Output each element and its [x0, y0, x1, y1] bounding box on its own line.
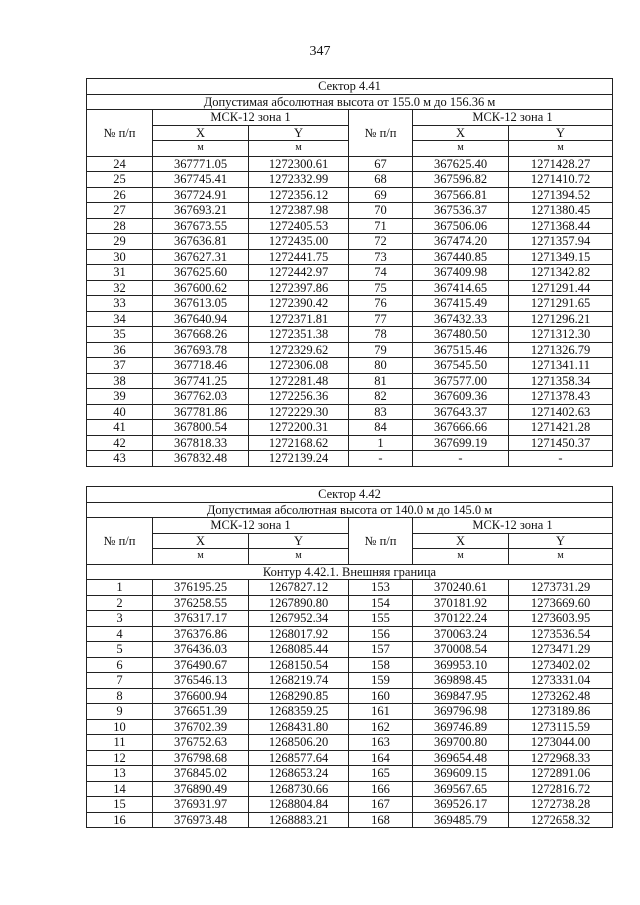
table-row — [87, 404, 613, 420]
table-cell: 370181.92 — [413, 595, 509, 611]
height-limit: Допустимая абсолютная высота от 140.0 м до 145.0 м — [87, 502, 613, 518]
table-cell: 369700.80 — [413, 735, 509, 751]
table-cell: 41 — [87, 420, 153, 436]
table-cell: 1268219.74 — [249, 673, 349, 689]
table-row — [87, 280, 613, 296]
table-cell: 1272281.48 — [249, 373, 349, 389]
table-cell: 1273189.86 — [509, 704, 613, 720]
sector-title: Сектор 4.41 — [87, 79, 613, 95]
table-cell: 1272738.28 — [509, 797, 613, 813]
table-cell: 164 — [349, 750, 413, 766]
table-row — [87, 296, 613, 312]
table-cell: 83 — [349, 404, 413, 420]
coordinate-table-sector-4-41 — [86, 78, 613, 467]
table-cell: 376973.48 — [153, 812, 249, 828]
table-cell: 38 — [87, 373, 153, 389]
table-cell: 369898.45 — [413, 673, 509, 689]
unit-label: м — [413, 141, 509, 157]
table-cell: 1273536.54 — [509, 626, 613, 642]
y-header: Y — [509, 125, 613, 141]
table-cell: 367474.20 — [413, 234, 509, 250]
table-cell: 25 — [87, 172, 153, 188]
table-cell: 1272891.06 — [509, 766, 613, 782]
table-cell: 1268577.64 — [249, 750, 349, 766]
table-cell: 1272371.81 — [249, 311, 349, 327]
table-row — [87, 265, 613, 281]
table-cell: 1268290.85 — [249, 688, 349, 704]
table-cell: 84 — [349, 420, 413, 436]
table-cell: 39 — [87, 389, 153, 405]
table-cell: 370063.24 — [413, 626, 509, 642]
table-cell: 369847.95 — [413, 688, 509, 704]
table-cell: 367600.62 — [153, 280, 249, 296]
table-cell: 1268730.66 — [249, 781, 349, 797]
num-header-right: № п/п — [349, 110, 413, 157]
table-cell: 367745.41 — [153, 172, 249, 188]
coordinate-table-sector-4-42 — [86, 486, 613, 828]
table-cell: 1271357.94 — [509, 234, 613, 250]
table-cell: 367577.00 — [413, 373, 509, 389]
table-cell: 40 — [87, 404, 153, 420]
table-cell: 1272968.33 — [509, 750, 613, 766]
table-cell: 77 — [349, 311, 413, 327]
table-cell: 1268804.84 — [249, 797, 349, 813]
table-row — [87, 611, 613, 627]
system-header-right: МСК-12 зона 1 — [413, 518, 613, 534]
table-cell: 1272200.31 — [249, 420, 349, 436]
table-cell: 367506.06 — [413, 218, 509, 234]
table-cell: 367643.37 — [413, 404, 509, 420]
table-cell: 376436.03 — [153, 642, 249, 658]
system-header-left: МСК-12 зона 1 — [153, 518, 349, 534]
table-row — [87, 389, 613, 405]
table-cell: 376702.39 — [153, 719, 249, 735]
table-cell: 1272356.12 — [249, 187, 349, 203]
table-cell: 2 — [87, 595, 153, 611]
table-cell: 376931.97 — [153, 797, 249, 813]
table-cell: 367762.03 — [153, 389, 249, 405]
table-cell: 367415.49 — [413, 296, 509, 312]
x-header: X — [153, 533, 249, 549]
table-cell: 367613.05 — [153, 296, 249, 312]
table-cell: 1272139.24 — [249, 451, 349, 467]
table-cell: 367596.82 — [413, 172, 509, 188]
unit-label: м — [153, 141, 249, 157]
table-cell: 367640.94 — [153, 311, 249, 327]
table-cell: 159 — [349, 673, 413, 689]
table-cell: 1267827.12 — [249, 580, 349, 596]
table-cell: 26 — [87, 187, 153, 203]
table-cell: 167 — [349, 797, 413, 813]
table-cell: 367771.05 — [153, 156, 249, 172]
table-row — [87, 327, 613, 343]
table-cell: 369567.65 — [413, 781, 509, 797]
table-cell: 14 — [87, 781, 153, 797]
table-cell: 367536.37 — [413, 203, 509, 219]
table-cell: 367636.81 — [153, 234, 249, 250]
table-cell: 162 — [349, 719, 413, 735]
table-cell: 7 — [87, 673, 153, 689]
table-cell: 367718.46 — [153, 358, 249, 374]
table-cell: 76 — [349, 296, 413, 312]
table-cell: 367627.31 — [153, 249, 249, 265]
table-cell: 81 — [349, 373, 413, 389]
table-cell: 1273471.29 — [509, 642, 613, 658]
table-cell: 29 — [87, 234, 153, 250]
table-cell: 367480.50 — [413, 327, 509, 343]
table-cell: 1268653.24 — [249, 766, 349, 782]
unit-label: м — [413, 549, 509, 565]
table-cell: 1271450.37 — [509, 435, 613, 451]
table-row — [87, 781, 613, 797]
x-header: X — [153, 125, 249, 141]
table-cell: 79 — [349, 342, 413, 358]
table-cell: 369796.98 — [413, 704, 509, 720]
table-row — [87, 719, 613, 735]
table-row — [87, 451, 613, 467]
x-header: X — [413, 533, 509, 549]
table-cell: 1272332.99 — [249, 172, 349, 188]
sector-title: Сектор 4.42 — [87, 487, 613, 503]
table-cell: 1272390.42 — [249, 296, 349, 312]
table-cell: - — [413, 451, 509, 467]
table-cell: 376752.63 — [153, 735, 249, 751]
unit-label: м — [153, 549, 249, 565]
table-cell: 1268150.54 — [249, 657, 349, 673]
table-row — [87, 580, 613, 596]
table-cell: 27 — [87, 203, 153, 219]
table-cell: 367666.66 — [413, 420, 509, 436]
table-cell: 74 — [349, 265, 413, 281]
system-header-right: МСК-12 зона 1 — [413, 110, 613, 126]
table-row — [87, 673, 613, 689]
table-cell: 36 — [87, 342, 153, 358]
table-cell: 73 — [349, 249, 413, 265]
table-row — [87, 342, 613, 358]
table-cell: 1272306.08 — [249, 358, 349, 374]
table-cell: 71 — [349, 218, 413, 234]
table-cell: 1272351.38 — [249, 327, 349, 343]
table-cell: 28 — [87, 218, 153, 234]
table-cell: 367432.33 — [413, 311, 509, 327]
table-cell: 376546.13 — [153, 673, 249, 689]
table-row — [87, 311, 613, 327]
y-header: Y — [509, 533, 613, 549]
table-cell: 1272658.32 — [509, 812, 613, 828]
table-cell: 12 — [87, 750, 153, 766]
table-row — [87, 218, 613, 234]
table-cell: 33 — [87, 296, 153, 312]
table-cell: 370008.54 — [413, 642, 509, 658]
table-cell: 367699.19 — [413, 435, 509, 451]
table-cell: 16 — [87, 812, 153, 828]
table-cell: 367609.36 — [413, 389, 509, 405]
table-cell: 1273262.48 — [509, 688, 613, 704]
table-cell: 376600.94 — [153, 688, 249, 704]
table-cell: 35 — [87, 327, 153, 343]
unit-label: м — [249, 549, 349, 565]
table-cell: 6 — [87, 657, 153, 673]
table-cell: 367515.46 — [413, 342, 509, 358]
table-row — [87, 172, 613, 188]
table-row — [87, 750, 613, 766]
table-row — [87, 435, 613, 451]
table-cell: 70 — [349, 203, 413, 219]
table-cell: 1272816.72 — [509, 781, 613, 797]
table-cell: - — [509, 451, 613, 467]
table-cell: 1272387.98 — [249, 203, 349, 219]
table-cell: 1 — [87, 580, 153, 596]
table-cell: 367693.21 — [153, 203, 249, 219]
table-cell: 155 — [349, 611, 413, 627]
table-cell: 1271326.79 — [509, 342, 613, 358]
table-cell: 369526.17 — [413, 797, 509, 813]
table-cell: 1271368.44 — [509, 218, 613, 234]
table-cell: 1272168.62 — [249, 435, 349, 451]
num-header-left: № п/п — [87, 518, 153, 565]
table-cell: 69 — [349, 187, 413, 203]
table-cell: 30 — [87, 249, 153, 265]
table-cell: 367668.26 — [153, 327, 249, 343]
table-cell: 367741.25 — [153, 373, 249, 389]
table-cell: 367625.60 — [153, 265, 249, 281]
table-cell: 165 — [349, 766, 413, 782]
table-cell: 4 — [87, 626, 153, 642]
table-cell: 1268883.21 — [249, 812, 349, 828]
table-cell: 1268431.80 — [249, 719, 349, 735]
table-row — [87, 358, 613, 374]
unit-label: м — [509, 549, 613, 565]
table-cell: 15 — [87, 797, 153, 813]
table-cell: 5 — [87, 642, 153, 658]
table-cell: 376490.67 — [153, 657, 249, 673]
table-cell: 369953.10 — [413, 657, 509, 673]
y-header: Y — [249, 125, 349, 141]
table-cell: 367800.54 — [153, 420, 249, 436]
table-cell: 163 — [349, 735, 413, 751]
table-row — [87, 420, 613, 436]
table-cell: 1273115.59 — [509, 719, 613, 735]
table-cell: 1271342.82 — [509, 265, 613, 281]
table-cell: 9 — [87, 704, 153, 720]
table-cell: 11 — [87, 735, 153, 751]
table-cell: 376317.17 — [153, 611, 249, 627]
table-row — [87, 704, 613, 720]
table-cell: 367414.65 — [413, 280, 509, 296]
table-cell: - — [349, 451, 413, 467]
table-cell: 1273731.29 — [509, 580, 613, 596]
table-cell: 161 — [349, 704, 413, 720]
unit-label: м — [249, 141, 349, 157]
table-cell: 1271312.30 — [509, 327, 613, 343]
table-row — [87, 766, 613, 782]
table-cell: 367673.55 — [153, 218, 249, 234]
table-cell: 1271291.65 — [509, 296, 613, 312]
page-number: 347 — [309, 44, 331, 59]
table-cell: 376258.55 — [153, 595, 249, 611]
table-cell: 1271291.44 — [509, 280, 613, 296]
num-header-right: № п/п — [349, 518, 413, 565]
table-cell: 10 — [87, 719, 153, 735]
table-row — [87, 812, 613, 828]
table-cell: 24 — [87, 156, 153, 172]
table-cell: 1271341.11 — [509, 358, 613, 374]
table-cell: 1271394.52 — [509, 187, 613, 203]
table-cell: 32 — [87, 280, 153, 296]
table-cell: 369654.48 — [413, 750, 509, 766]
table-row — [87, 234, 613, 250]
table-cell: 376890.49 — [153, 781, 249, 797]
table-cell: 75 — [349, 280, 413, 296]
table-row — [87, 642, 613, 658]
table-cell: 1271421.28 — [509, 420, 613, 436]
table-row — [87, 626, 613, 642]
system-header-left: МСК-12 зона 1 — [153, 110, 349, 126]
table-cell: 1271380.45 — [509, 203, 613, 219]
table-cell: 1267890.80 — [249, 595, 349, 611]
table-cell: 1271358.34 — [509, 373, 613, 389]
table-cell: 1268017.92 — [249, 626, 349, 642]
table-cell: 367832.48 — [153, 451, 249, 467]
table-cell: 376845.02 — [153, 766, 249, 782]
table-cell: 68 — [349, 172, 413, 188]
table-cell: 369746.89 — [413, 719, 509, 735]
table-cell: 367440.85 — [413, 249, 509, 265]
table-cell: 367566.81 — [413, 187, 509, 203]
table-cell: 31 — [87, 265, 153, 281]
table-cell: 3 — [87, 611, 153, 627]
height-limit: Допустимая абсолютная высота от 155.0 м до 156.36 м — [87, 94, 613, 110]
table-cell: 1273044.00 — [509, 735, 613, 751]
table-cell: 8 — [87, 688, 153, 704]
table-cell: 157 — [349, 642, 413, 658]
table-cell: 1271296.21 — [509, 311, 613, 327]
table-cell: 34 — [87, 311, 153, 327]
table-row — [87, 156, 613, 172]
table-cell: 1268085.44 — [249, 642, 349, 658]
table-cell: 160 — [349, 688, 413, 704]
table-cell: 367724.91 — [153, 187, 249, 203]
table-cell: 1271349.15 — [509, 249, 613, 265]
table-cell: 367781.86 — [153, 404, 249, 420]
table-cell: 1272441.75 — [249, 249, 349, 265]
table-cell: 1273331.04 — [509, 673, 613, 689]
table-cell: 168 — [349, 812, 413, 828]
table-cell: 78 — [349, 327, 413, 343]
table-cell: 1271428.27 — [509, 156, 613, 172]
table-cell: 367818.33 — [153, 435, 249, 451]
table-row — [87, 203, 613, 219]
table-cell: 1272435.00 — [249, 234, 349, 250]
table-cell: 67 — [349, 156, 413, 172]
table-cell: 80 — [349, 358, 413, 374]
table-row — [87, 249, 613, 265]
unit-label: м — [509, 141, 613, 157]
table-cell: 1272405.53 — [249, 218, 349, 234]
table-cell: 1273669.60 — [509, 595, 613, 611]
table-cell: 156 — [349, 626, 413, 642]
table-cell: 367409.98 — [413, 265, 509, 281]
table-cell: 376376.86 — [153, 626, 249, 642]
table-cell: 367693.78 — [153, 342, 249, 358]
table-cell: 1267952.34 — [249, 611, 349, 627]
table-cell: 367545.50 — [413, 358, 509, 374]
table-cell: 72 — [349, 234, 413, 250]
table-cell: 367625.40 — [413, 156, 509, 172]
table-cell: 376798.68 — [153, 750, 249, 766]
table-cell: 1271402.63 — [509, 404, 613, 420]
table-cell: 370240.61 — [413, 580, 509, 596]
table-cell: 369609.15 — [413, 766, 509, 782]
table-cell: 153 — [349, 580, 413, 596]
x-header: X — [413, 125, 509, 141]
table-cell: 1272397.86 — [249, 280, 349, 296]
table-cell: 1268359.25 — [249, 704, 349, 720]
table-cell: 1272256.36 — [249, 389, 349, 405]
table-cell: 37 — [87, 358, 153, 374]
table-row — [87, 373, 613, 389]
table-row — [87, 187, 613, 203]
table-cell: 13 — [87, 766, 153, 782]
table-cell: 1272329.62 — [249, 342, 349, 358]
table-cell: 1268506.20 — [249, 735, 349, 751]
table-cell: 43 — [87, 451, 153, 467]
table-cell: 376195.25 — [153, 580, 249, 596]
table-cell: 370122.24 — [413, 611, 509, 627]
table-cell: 1272442.97 — [249, 265, 349, 281]
table-cell: 82 — [349, 389, 413, 405]
table-cell: 376651.39 — [153, 704, 249, 720]
table-row — [87, 688, 613, 704]
table-cell: 154 — [349, 595, 413, 611]
num-header-left: № п/п — [87, 110, 153, 157]
table-row — [87, 595, 613, 611]
table-cell: 1271410.72 — [509, 172, 613, 188]
table-cell: 1273402.02 — [509, 657, 613, 673]
table-cell: 1 — [349, 435, 413, 451]
contour-label: Контур 4.42.1. Внешняя граница — [87, 564, 613, 580]
table-cell: 1272300.61 — [249, 156, 349, 172]
y-header: Y — [249, 533, 349, 549]
table-cell: 42 — [87, 435, 153, 451]
table-cell: 1273603.95 — [509, 611, 613, 627]
table-row — [87, 735, 613, 751]
table-cell: 1272229.30 — [249, 404, 349, 420]
table-cell: 369485.79 — [413, 812, 509, 828]
table-cell: 166 — [349, 781, 413, 797]
table-cell: 1271378.43 — [509, 389, 613, 405]
table-row — [87, 797, 613, 813]
table-row — [87, 657, 613, 673]
table-cell: 158 — [349, 657, 413, 673]
